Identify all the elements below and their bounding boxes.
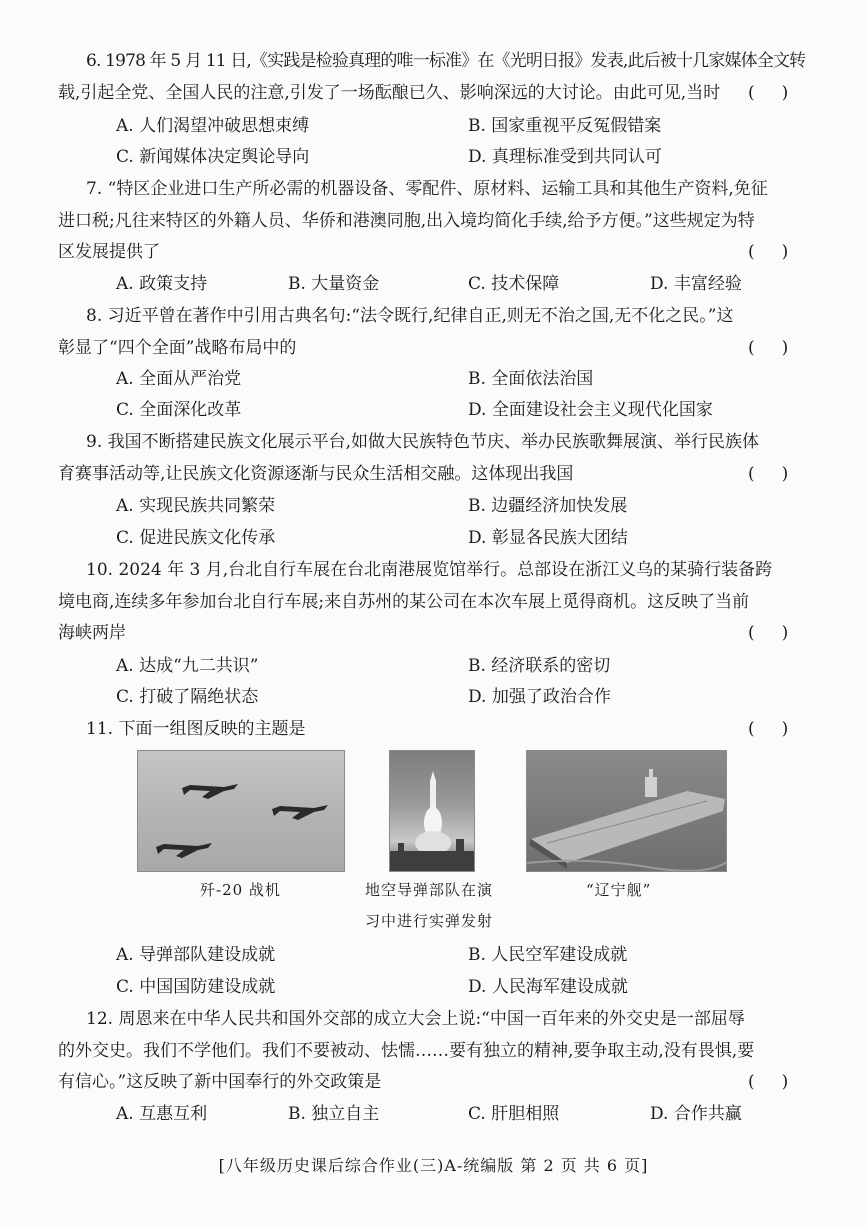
q12-line-3: 有信心。”这反映了新中国奉行的外交政策是 [58, 1072, 382, 1092]
q10-line-1: 10. 2024 年 3 月,台北自行车展在台北南港展览馆举行。总部设在浙江义乌的某骑行装备跨 [86, 560, 773, 580]
q7-option-c: C. 技术保障 [468, 274, 560, 294]
q10-answer-bracket: ( ) [748, 623, 789, 643]
photo-caption-liaoning: “辽宁舰” [586, 881, 652, 899]
q11-option-c: C. 中国国防建设成就 [116, 977, 276, 997]
q8-answer-bracket: ( ) [748, 338, 789, 358]
q9-line-1: 9. 我国不断搭建民族文化展示平台,如做大民族特色节庆、举办民族歌舞展演、举行民族体 [86, 432, 760, 452]
q10-line-3: 海峡两岸 [58, 623, 126, 643]
q6-line-1: 6. 1978 年 5 月 11 日,《实践是检验真理的唯一标准》在《光明日报》发表,此后被十几家媒体全文转 [86, 51, 806, 71]
q12-option-d: D. 合作共赢 [650, 1104, 742, 1124]
page-footer: [八年级历史课后综合作业(三)A-统编版 第 2 页 共 6 页] [218, 1156, 649, 1175]
q8-option-b: B. 全面依法治国 [468, 369, 594, 389]
q11-option-b: B. 人民空军建设成就 [468, 945, 628, 965]
q11-option-d: D. 人民海军建设成就 [468, 977, 628, 997]
q8-option-a: A. 全面从严治党 [116, 369, 242, 389]
q8-option-d: D. 全面建设社会主义现代化国家 [468, 400, 713, 420]
q10-option-d: D. 加强了政治合作 [468, 687, 611, 707]
q7-option-a: A. 政策支持 [116, 274, 208, 294]
q9-line-2: 育赛事活动等,让民族文化资源逐渐与民众生活相交融。这体现出我国 [58, 464, 574, 484]
photo-caption-missile-1: 地空导弹部队在演 [365, 881, 494, 899]
q7-option-d: D. 丰富经验 [650, 274, 742, 294]
q8-option-c: C. 全面深化改革 [116, 400, 242, 420]
q10-option-c: C. 打破了隔绝状态 [116, 687, 259, 707]
fighter-jets-illustration [138, 751, 345, 872]
q10-line-2: 境电商,连续多年参加台北自行车展;来自苏州的某公司在本次车展上觅得商机。这反映了当前 [58, 592, 750, 612]
q9-option-b: B. 边疆经济加快发展 [468, 496, 628, 516]
j20-fighter-photo [137, 750, 345, 872]
liaoning-carrier-photo [526, 750, 727, 872]
aircraft-carrier-illustration [527, 751, 727, 872]
q6-option-d: D. 真理标准受到共同认可 [468, 147, 662, 167]
q10-option-a: A. 达成“九二共识” [116, 656, 259, 676]
q12-line-1: 12. 周恩来在中华人民共和国外交部的成立大会上说:“中国一百年来的外交史是一部屈辱 [86, 1009, 745, 1029]
q6-option-b: B. 国家重视平反冤假错案 [468, 116, 662, 136]
q12-answer-bracket: ( ) [748, 1072, 789, 1092]
q12-line-2: 的外交史。我们不学他们。我们不要被动、怯懦……要有独立的精神,要争取主动,没有畏惧,要 [58, 1041, 755, 1061]
q11-option-a: A. 导弹部队建设成就 [116, 945, 276, 965]
q11-line-1: 11. 下面一组图反映的主题是 [86, 719, 306, 739]
q9-option-a: A. 实现民族共同繁荣 [116, 496, 276, 516]
q7-line-3: 区发展提供了 [58, 242, 160, 262]
q6-option-c: C. 新闻媒体决定舆论导向 [116, 147, 310, 167]
q11-answer-bracket: ( ) [748, 719, 789, 739]
q9-option-d: D. 彰显各民族大团结 [468, 528, 628, 548]
q6-line-2: 载,引起全党、全国人民的注意,引发了一场酝酿已久、影响深远的大讨论。由此可见,当时 [58, 83, 721, 103]
photo-caption-j20: 歼-20 战机 [200, 881, 281, 899]
q9-answer-bracket: ( ) [748, 464, 789, 484]
q12-option-c: C. 肝胆相照 [468, 1104, 560, 1124]
q12-option-a: A. 互惠互利 [116, 1104, 208, 1124]
photo-caption-missile-2: 习中进行实弹发射 [365, 912, 494, 930]
q6-option-a: A. 人们渴望冲破思想束缚 [116, 116, 310, 136]
q9-option-c: C. 促进民族文化传承 [116, 528, 276, 548]
q7-line-1: 7. “特区企业进口生产所必需的机器设备、零配件、原材料、运输工具和其他生产资料,免征 [86, 179, 768, 199]
missile-launch-photo [389, 750, 475, 872]
q8-line-1: 8. 习近平曾在著作中引用古典名句:“法令既行,纪律自正,则无不治之国,无不化之民。”这 [86, 306, 734, 326]
q7-line-2: 进口税;凡往来特区的外籍人员、华侨和港澳同胞,出入境均简化手续,给予方便。”这些规定为特 [58, 211, 755, 231]
q7-option-b: B. 大量资金 [288, 274, 380, 294]
q6-answer-bracket: ( ) [748, 83, 789, 103]
missile-illustration [390, 751, 475, 872]
q12-option-b: B. 独立自主 [288, 1104, 380, 1124]
q8-line-2: 彰显了“四个全面”战略布局中的 [58, 338, 297, 358]
q10-option-b: B. 经济联系的密切 [468, 656, 611, 676]
q7-answer-bracket: ( ) [748, 242, 789, 262]
